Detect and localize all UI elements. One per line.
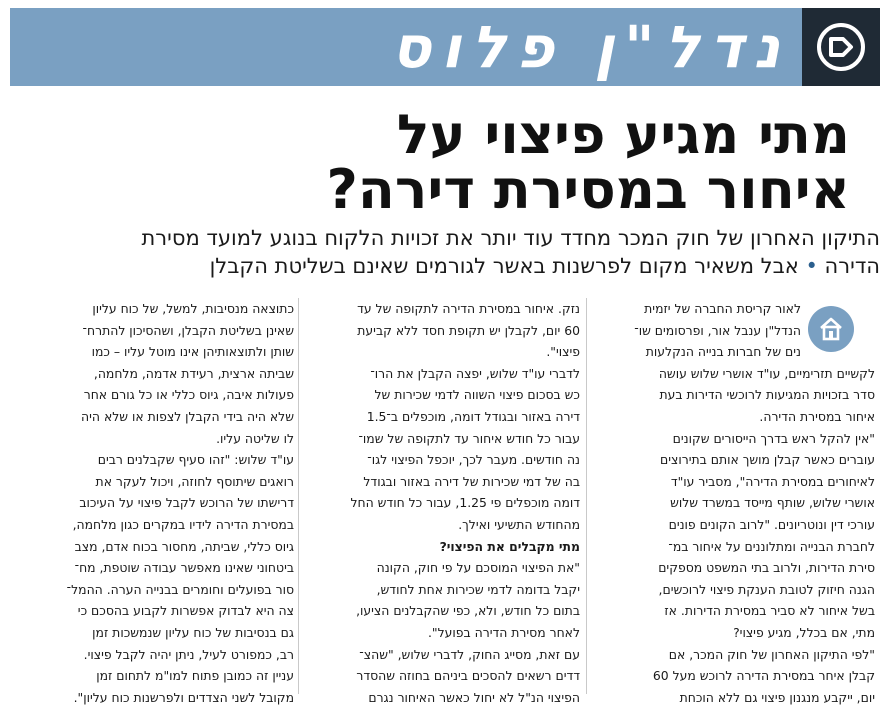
section-banner — [10, 8, 880, 86]
subhead-line-2-start: הדירה — [824, 254, 880, 278]
column-2-line: לאחר מסירת הדירה בפועל". — [427, 624, 580, 640]
column-1-line: הגנה חיזוק לטובת הענקת פיצוי לרוכשים, — [658, 581, 875, 597]
column-2-line: עבור כל חודש איחור עד לתקופה של שמו־ — [358, 430, 580, 446]
column-2-line: דדים רשאים להסכים ביניהם בחוזה שהסדר — [356, 668, 580, 684]
column-3-line: ביטחוני שאינו מאפשר עבודה שוטפת, מח־ — [74, 560, 294, 576]
column-1-line: לחברת הבנייה ומתלוננים על איחור במ־ — [668, 538, 875, 554]
column-1-line: יום, ייקבע מנגנון פיצוי גם ללא הוכחת — [679, 689, 875, 705]
column-3-line: פעולות איבה, גיוס כללי או כל גורם אחר — [83, 387, 294, 403]
column-3-line: כתוצאה מנסיבות, למשל, של כוח עליון — [92, 301, 294, 316]
column-3-line: דרישתו של הרוכש לקבל פיצוי על העיכוב — [79, 495, 294, 511]
column-3-line: שלא היה בידי הקבלן לצפות או שלא היה — [81, 408, 294, 424]
column-1-line: לקשיים תזרימיים, עו"ד אושרי שלוש עושה — [658, 365, 875, 381]
column-1-line: לאור קריסת החברה של יזמית — [644, 301, 801, 316]
column-1-line: מתי, אם בכלל, מגיע פיצוי? — [733, 624, 875, 640]
column-2-line: דומה מוכפלים פי 1.25, עבור כל חודש החל — [350, 495, 580, 511]
column-1-line: "אין להקל ראש בדרך הייסורים שקונים — [672, 430, 875, 446]
headline-line-2: איחור במסירת דירה? — [326, 158, 850, 221]
column-1-line: איחור במסירת הדירה. — [759, 408, 875, 424]
column-1-line: אושרי שלוש, שותף מייסד במשרד שלוש — [670, 495, 875, 511]
article-column-2 — [302, 298, 580, 705]
column-1-line: סדר בזכויות המגיעות לרוכשי הדירות בעת — [659, 387, 875, 403]
column-2-line: לדברי עו"ד שלוש, יפצה הקבלן את הרו־ — [370, 365, 580, 381]
column-1-line: נים של חברות בנייה הנקלעות — [645, 344, 801, 360]
column-1-line: עוברים כאשר קבלן מושך אותם בתירוצים — [660, 452, 875, 468]
column-2-line: נזק. איחור במסירת הדירה לתקופה של עד — [357, 301, 580, 316]
column-3-line: עניין זה כמובן פתוח למו"מ לתחום זמן — [96, 668, 294, 684]
column-3-line: צה היא לבדוק אפשרות לקבוע בהסכם כי — [77, 603, 294, 619]
column-3-line: רואגים שיתוסף לחוזה, ויכול לעקר את — [95, 473, 294, 489]
column-3-line: שביתה ארצית, רעידת אדמה, מלחמה, — [93, 365, 294, 381]
column-3-line: גיוס כללי, שביתה, מחסור בכוח אדם, מצב — [74, 538, 294, 554]
column-2-line: יקבל בדומה לדמי שכירות אחת לחודש, — [376, 581, 580, 597]
column-3-line: סור בפועלים וחומרים בבנייה הערה. ההמל־ — [66, 581, 294, 597]
column-2-line: 60 יום, לקבלן יש תקופת חסד ללא קביעת — [357, 322, 580, 338]
column-2-line: הפיצוי הנ"ל לא יחול כאשר האיחור נגרם — [368, 689, 580, 705]
column-2-line: נה חודשים. מעבר לכך, יוכפל הפיצוי לגו־ — [367, 452, 580, 468]
column-1-line: "לפי התיקון האחרון של חוק המכר, אם — [668, 646, 875, 662]
column-2-subheading: מתי מקבלים את הפיצוי? — [439, 538, 580, 554]
column-1-line: הנדל"ן ענבל אור, ופרסומים שו־ — [634, 322, 801, 338]
headline-line-1: מתי מגיע פיצוי על — [396, 103, 850, 166]
column-1-line: בשל איחור לא סביר במסירת הדירות. אז — [664, 603, 875, 619]
column-2-line: "את הפיצוי המוסכם על פי חוק, הקונה — [376, 560, 580, 576]
column-3-line: עו"ד שלוש: "זהו סעיף שקבלנים רבים — [97, 452, 294, 468]
column-2-line: דירה באזור ובגודל דומה, מוכפלים ב־1.5 — [366, 408, 580, 424]
column-2-line: כש בסכום פיצוי השווה לדמי שכירות של — [374, 387, 580, 403]
column-2-line: עם זאת, מסייג החוק, לדברי שלוש, "שהצ־ — [359, 646, 580, 662]
section-icon-box — [802, 8, 880, 86]
arrow-in-circle-icon — [814, 20, 868, 74]
article-subhead — [120, 224, 880, 280]
column-divider — [586, 298, 587, 694]
column-1-line: לאיחורים במסירת הדירה", מסביר עו"ד — [670, 473, 875, 489]
column-divider — [298, 298, 299, 694]
column-3-line: לו שליטה עליו. — [216, 430, 294, 446]
column-1-line: קבלן איחר במסירת הדירה לרוכש מעל 60 — [652, 668, 875, 684]
article-headline — [240, 103, 850, 221]
column-2-line: בה של דמי שכירות של דירה באזור ובגודל — [363, 473, 580, 489]
article-column-1 — [590, 298, 875, 705]
column-1-line: עורכי דין ונוטריונים. "לרוב הקונים פונים — [668, 516, 875, 532]
column-3-line: גם בנסיבות של כוח עליון שנמשכות זמן — [92, 624, 294, 640]
column-3-line: רב, כמפורט לעיל, ניתן יהיה לקבל פיצוי. — [83, 646, 294, 662]
column-3-line: במסירת הדירה לידיו במקרים כגון מלחמה, — [72, 516, 294, 532]
column-2-line: פיצוי". — [546, 344, 580, 360]
subhead-line-2 — [120, 252, 880, 280]
column-2-line: בתום כל חודש, ולא, כפי שהקבלנים הציעו, — [356, 603, 580, 619]
article-column-3 — [18, 298, 294, 705]
subhead-line-2-end: אבל משאיר מקום לפרשנות באשר לגורמים שאינם בשליטת הקבלן — [209, 254, 799, 278]
column-3-line: מקובל לשני הצדדים ולפרשנות כוח עליון". — [73, 689, 294, 705]
subhead-line-1: התיקון האחרון של חוק המכר מחדד עוד יותר את זכויות הלקוח בנוגע למועד מסירת — [141, 226, 880, 250]
column-2-line: מהחודש התשיעי ואילך. — [458, 516, 580, 532]
subhead-bullet: • — [805, 254, 818, 278]
column-3-line: שותן ולתוצאותיהן אינו מוטל עליו – כמו — [91, 344, 294, 360]
column-3-line: שאינן בשליטת הקבלן, ושהסיכון להתרח־ — [82, 322, 294, 338]
section-title: נדל"ן פלוס — [391, 13, 790, 81]
column-1-line: סירת הדירות, ולרוב בתי המשפט מספקים — [658, 560, 875, 576]
